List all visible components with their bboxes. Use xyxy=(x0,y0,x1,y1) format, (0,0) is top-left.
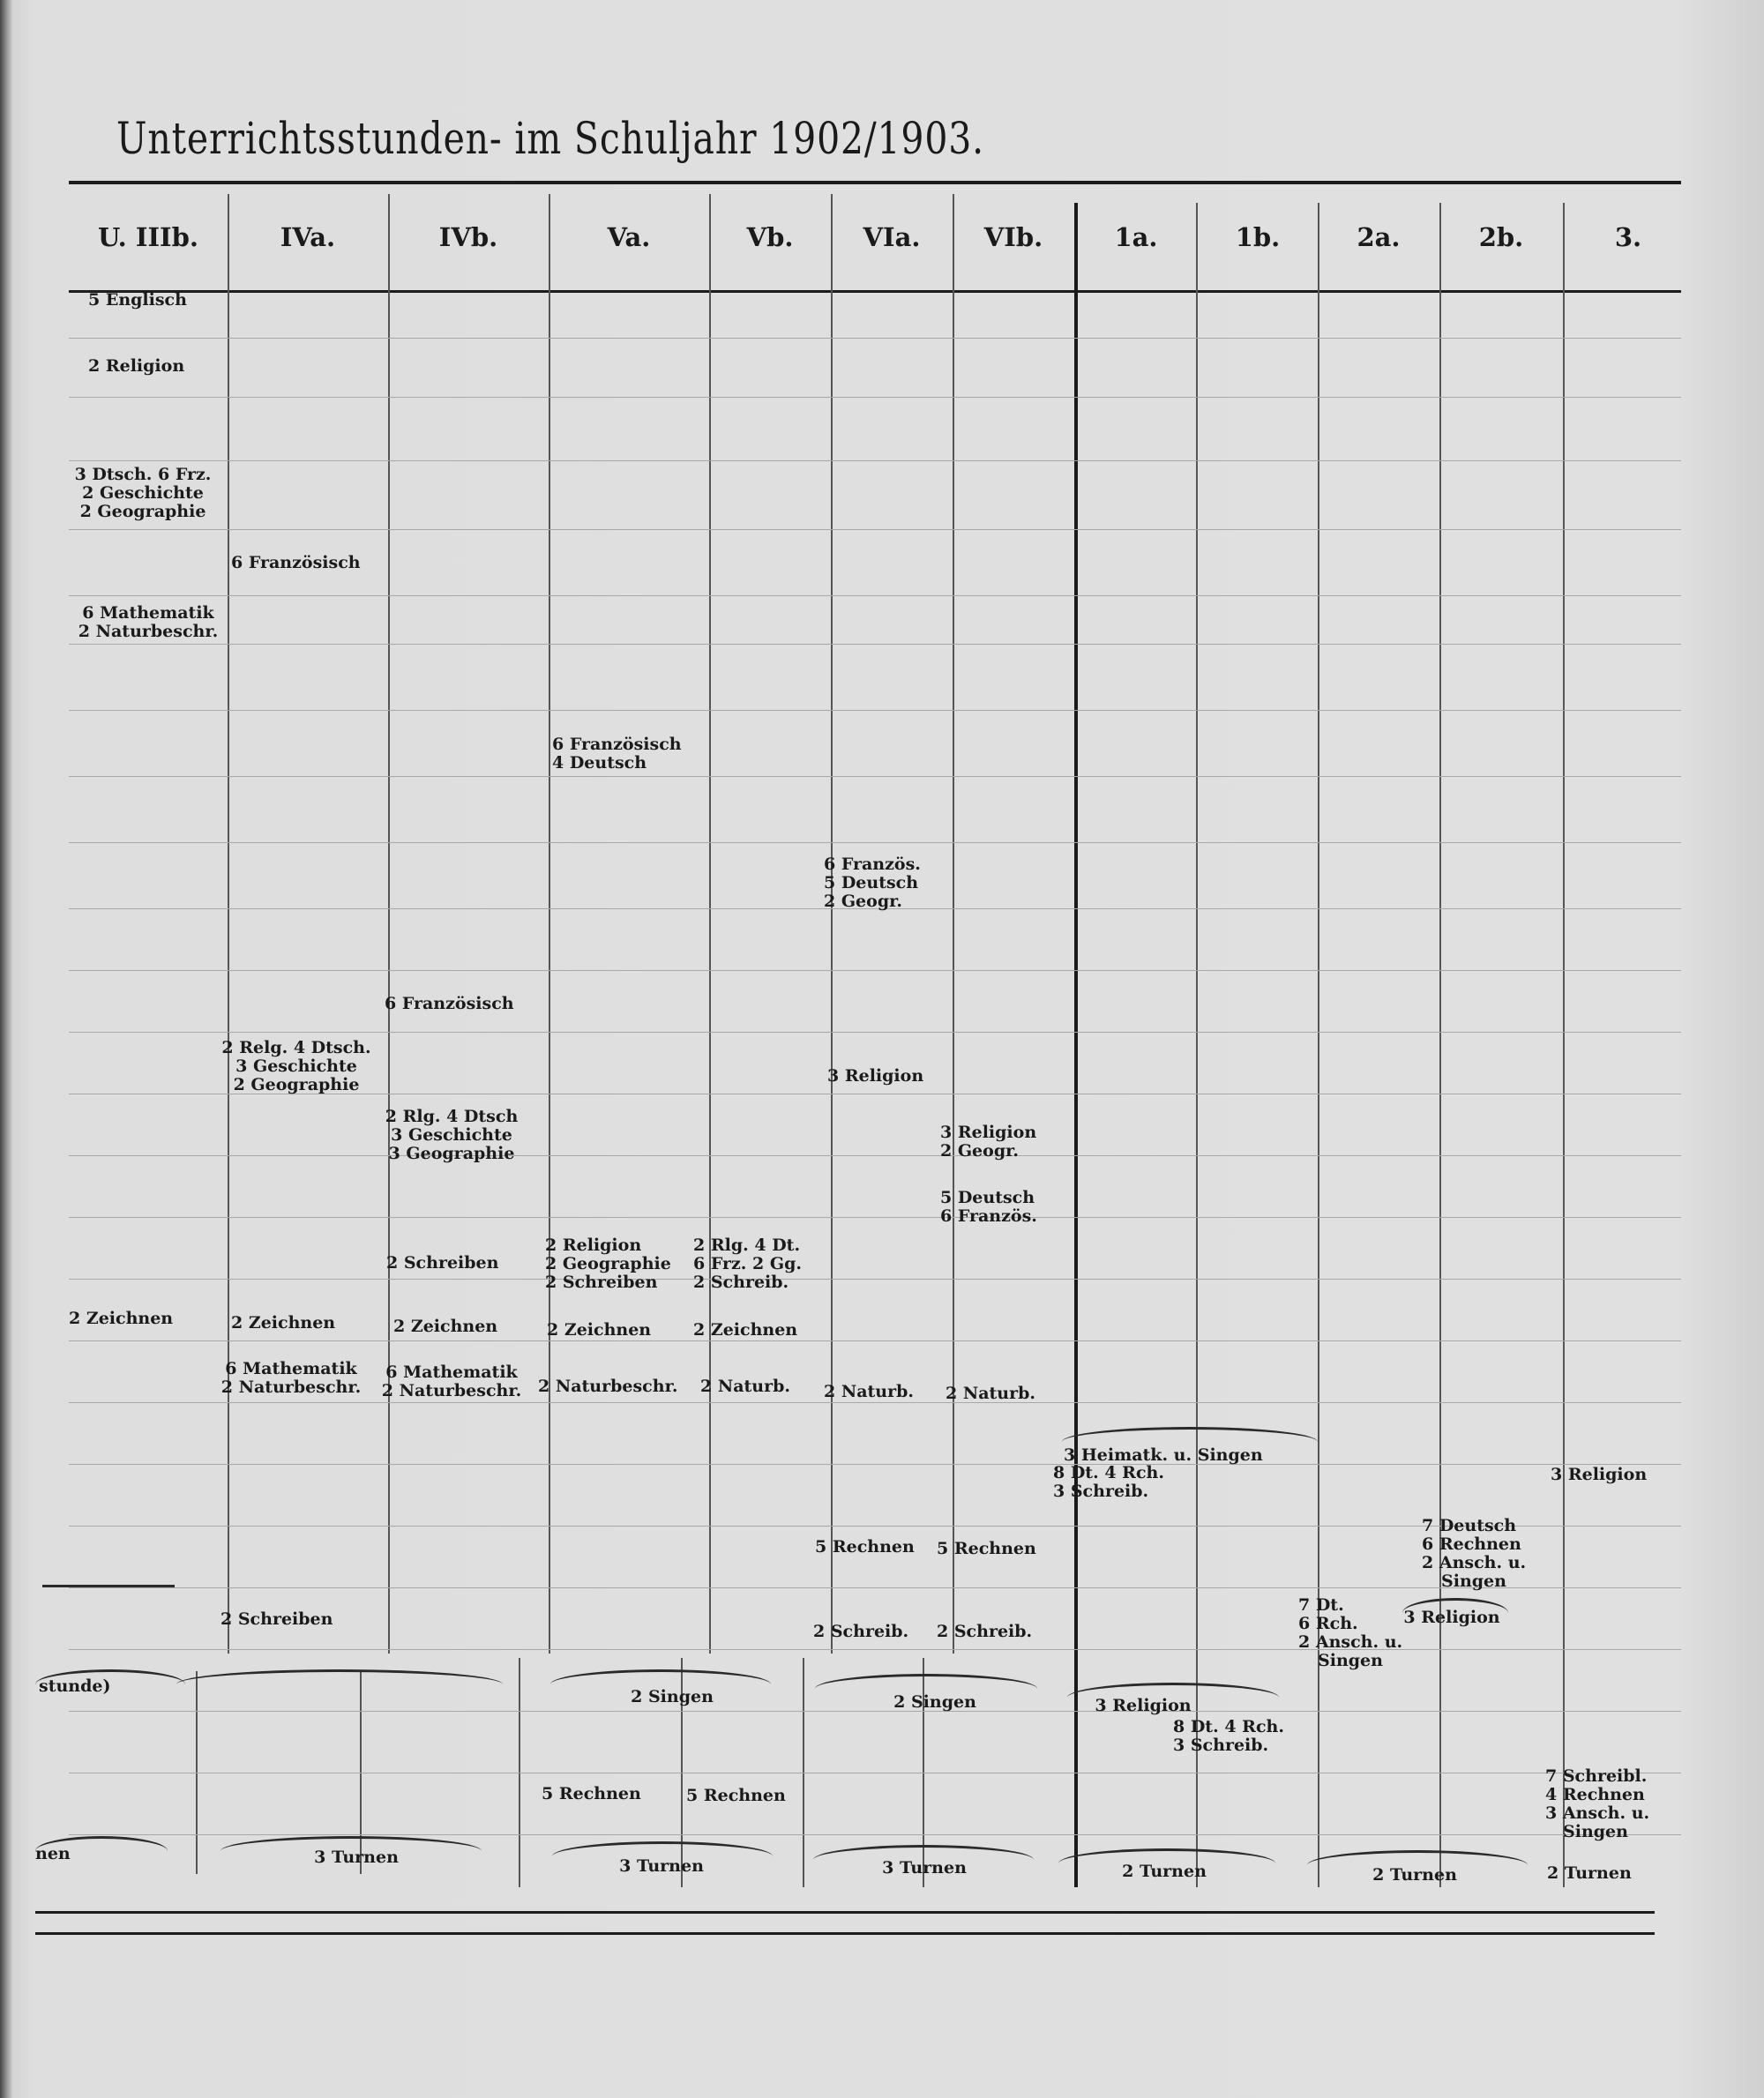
cell-line: 3 Geschichte xyxy=(235,1056,357,1076)
group-brace xyxy=(550,1669,771,1684)
cell-line: 3 Schreib. xyxy=(1053,1482,1149,1501)
cell-u-zeichnen xyxy=(69,1310,173,1328)
grid-row xyxy=(69,397,1681,398)
header-1b: 1b. xyxy=(1235,222,1281,252)
cell-line: 8 Dt. 4 Rch. xyxy=(1173,1717,1284,1736)
cell-vib-schreib xyxy=(937,1623,1032,1641)
cut-rule xyxy=(42,1585,175,1587)
cell-iva-zeichnen xyxy=(231,1314,335,1333)
column-divider xyxy=(953,194,954,1654)
cell-line: 3 Turnen xyxy=(619,1856,704,1876)
cell-1a-dt xyxy=(1053,1464,1164,1501)
column-divider-heavy xyxy=(1074,203,1078,1887)
cell-line: 6 Französisch xyxy=(552,735,682,754)
cell-line: 2 Geogr. xyxy=(824,892,902,911)
cell-line: 3 Geographie xyxy=(388,1144,515,1163)
cell-line: 2 Ansch. u. xyxy=(1422,1553,1527,1572)
group-brace xyxy=(1062,1427,1318,1442)
cell-iva-franz xyxy=(231,554,361,572)
cell-line: 2 Geographie xyxy=(545,1254,671,1273)
cell-line: 5 Englisch xyxy=(88,290,187,310)
group-brace xyxy=(815,1674,1037,1689)
cell-line: 3 Religion xyxy=(827,1066,924,1086)
cell-line: 6 Frz. 2 Gg. xyxy=(693,1254,802,1273)
cell-v-singen xyxy=(631,1688,714,1706)
column-divider xyxy=(388,194,390,1654)
cell-ivb-zeichnen xyxy=(393,1318,497,1336)
cell-3-religion xyxy=(1551,1466,1647,1484)
grid-row xyxy=(69,1340,1681,1341)
cell-line: 2 Religion xyxy=(88,356,185,376)
cell-line: 2 Schreib. xyxy=(937,1622,1033,1641)
cell-u-stunde xyxy=(39,1677,110,1696)
cell-line: 2 Singen xyxy=(893,1692,976,1712)
cell-vi-singen xyxy=(893,1693,976,1712)
cell-line: 5 Rechnen xyxy=(937,1539,1036,1558)
cell-via-franz xyxy=(824,855,921,911)
column-divider xyxy=(1439,203,1441,1887)
cell-va-rechnen xyxy=(542,1785,641,1803)
cell-line: 2 Geogr. xyxy=(940,1141,1019,1161)
cell-line: 6 Rechnen xyxy=(1422,1534,1521,1554)
cell-2b-deutsch xyxy=(1422,1517,1526,1591)
header-iva: IVa. xyxy=(280,222,336,252)
cell-line: 3 Schreib. xyxy=(1173,1736,1269,1755)
cell-line: 7 Deutsch xyxy=(1422,1516,1517,1535)
grid-row xyxy=(69,776,1681,777)
cell-line: 3 Turnen xyxy=(314,1848,399,1867)
cell-line: 2 Zeichnen xyxy=(393,1317,498,1336)
grid-row xyxy=(69,1279,1681,1280)
cell-via-schreib xyxy=(813,1623,908,1641)
column-divider xyxy=(709,194,711,1654)
cell-line: 3 Religion xyxy=(1551,1465,1648,1484)
grid-row xyxy=(69,595,1681,596)
cell-ivb-mathe xyxy=(382,1363,521,1400)
column-divider xyxy=(228,194,229,1654)
grid-row xyxy=(69,1155,1681,1156)
cell-va-franz xyxy=(552,735,682,773)
cell-line: 5 Deutsch xyxy=(824,873,919,892)
cell-line: 3 Geschichte xyxy=(391,1125,512,1145)
cell-line: 5 Rechnen xyxy=(815,1537,915,1557)
cell-vb-rlg xyxy=(693,1236,802,1292)
cell-line: 2 Geographie xyxy=(79,502,206,521)
cell-vib-rechnen xyxy=(937,1540,1036,1558)
cell-line: 2 Naturb. xyxy=(700,1377,791,1396)
cell-va-natur xyxy=(538,1378,677,1396)
cell-line: 2 Naturb. xyxy=(946,1384,1036,1403)
cell-ivb-franz xyxy=(385,995,514,1013)
cell-line: 2 Schreiben xyxy=(220,1609,333,1629)
grid-row xyxy=(69,710,1681,711)
header-3: 3. xyxy=(1614,222,1642,252)
cell-line: 2 Schreib. xyxy=(813,1622,909,1641)
grid-row xyxy=(69,842,1681,843)
header-1a: 1a. xyxy=(1114,222,1158,252)
cell-line: 3 Religion xyxy=(1403,1608,1500,1627)
grid-row xyxy=(69,529,1681,530)
cell-line: 6 Französisch xyxy=(385,994,514,1013)
rule-bottom-1 xyxy=(35,1911,1655,1914)
column-divider xyxy=(831,194,833,1654)
cell-3-turnen xyxy=(1547,1864,1632,1883)
cell-line: 7 Dt. xyxy=(1298,1595,1344,1615)
cell-line: 2 Rlg. 4 Dt. xyxy=(693,1236,801,1255)
cell-u-dtsch xyxy=(75,466,212,521)
cell-line: 8 Dt. 4 Rch. xyxy=(1053,1463,1164,1482)
cell-vb-zeichnen xyxy=(693,1321,797,1340)
cell-line: 3 Religion xyxy=(1095,1696,1192,1715)
group-brace xyxy=(176,1669,503,1684)
column-divider xyxy=(1196,203,1198,1887)
cell-u-mathe xyxy=(78,604,218,641)
cell-v-turnen xyxy=(619,1857,704,1876)
scan-edge xyxy=(0,0,12,2098)
cell-line: 2 Singen xyxy=(631,1687,714,1706)
cell-1-religion xyxy=(1095,1697,1191,1715)
header-ivb: IVb. xyxy=(438,222,498,252)
cell-2a-dt xyxy=(1298,1596,1402,1670)
cell-line: 2 Religion xyxy=(545,1236,642,1255)
cell-line: 7 Schreibl. xyxy=(1545,1766,1648,1786)
cell-line: 6 Rch. xyxy=(1298,1614,1358,1633)
cell-line: nen xyxy=(35,1844,71,1863)
cell-line: 2 Schreiben xyxy=(386,1253,499,1273)
cell-vi-turnen xyxy=(882,1859,967,1878)
grid-row xyxy=(69,1402,1681,1403)
cell-line: Singen xyxy=(1318,1651,1383,1670)
cell-iva-schreiben xyxy=(220,1610,333,1629)
cell-va-religion xyxy=(545,1236,671,1292)
cell-vib-natur xyxy=(946,1385,1035,1403)
cell-line: 2 Turnen xyxy=(1372,1865,1457,1885)
cell-1a-heimat xyxy=(1064,1446,1263,1465)
cell-iv-turnen xyxy=(314,1848,399,1867)
cell-line: 2 Rlg. 4 Dtsch xyxy=(385,1107,519,1126)
cell-line: 3 Heimatk. u. Singen xyxy=(1064,1445,1263,1465)
cell-line: Singen xyxy=(1441,1572,1506,1591)
grid-row xyxy=(69,1032,1681,1033)
cell-line: stunde) xyxy=(39,1676,111,1696)
cell-line: 2 Naturbeschr. xyxy=(220,1378,362,1397)
grid-row xyxy=(69,460,1681,461)
cell-u-englisch xyxy=(88,291,187,310)
grid-row xyxy=(69,1834,1681,1835)
header-va: Va. xyxy=(607,222,651,252)
cell-line: 2 Zeichnen xyxy=(693,1320,798,1340)
group-brace xyxy=(552,1841,773,1856)
cell-line: Singen xyxy=(1563,1822,1628,1841)
cell-line: 5 Deutsch xyxy=(940,1188,1035,1207)
cell-va-zeichnen xyxy=(547,1321,651,1340)
cell-line: 2 Naturbeschr. xyxy=(78,622,219,641)
header-via: VIa. xyxy=(863,222,921,252)
cell-via-religion xyxy=(827,1067,923,1086)
cell-line: 5 Rechnen xyxy=(686,1786,786,1805)
rule-top xyxy=(69,181,1681,184)
cell-vib-deutsch xyxy=(940,1189,1037,1226)
cell-iva-relg xyxy=(221,1039,370,1094)
grid-row xyxy=(69,1711,1681,1712)
grid-row xyxy=(69,1217,1681,1218)
cell-line: 2 Schreib. xyxy=(693,1273,789,1292)
cell-vib-religion xyxy=(940,1124,1036,1161)
cell-line: 5 Rechnen xyxy=(542,1784,641,1803)
cell-3-schreibl xyxy=(1545,1767,1649,1841)
cell-line: 4 Rechnen xyxy=(1545,1785,1645,1804)
column-divider xyxy=(1563,203,1565,1887)
cell-line: 3 Ansch. u. xyxy=(1545,1803,1650,1823)
cell-2-turnen xyxy=(1372,1866,1457,1885)
header-2a: 2a. xyxy=(1357,222,1401,252)
header-vib: VIb. xyxy=(983,222,1043,252)
cell-line: 2 Naturbeschr. xyxy=(538,1377,678,1396)
cell-line: 6 Mathematik xyxy=(225,1359,357,1378)
cell-u-turnen xyxy=(35,1845,71,1863)
group-brace xyxy=(1307,1850,1528,1865)
grid-row xyxy=(69,338,1681,339)
grid-row xyxy=(69,1649,1681,1650)
cell-line: 3 Religion xyxy=(940,1123,1037,1142)
header-vb: Vb. xyxy=(746,222,794,252)
rule-bottom-2 xyxy=(35,1932,1655,1935)
cell-1b-dt xyxy=(1173,1718,1284,1755)
cell-u-religion xyxy=(88,357,184,376)
cell-via-rechnen xyxy=(815,1538,915,1557)
header-u-iiib: U. IIIb. xyxy=(98,222,198,252)
grid-row xyxy=(69,1464,1681,1465)
cell-line: 2 Zeichnen xyxy=(69,1309,174,1328)
cell-line: 2 Zeichnen xyxy=(547,1320,652,1340)
cell-ivb-schreiben xyxy=(386,1254,498,1273)
cell-line: 2 Relg. 4 Dtsch. xyxy=(221,1038,371,1057)
cell-iva-mathe xyxy=(221,1360,361,1397)
cell-line: 3 Dtsch. 6 Frz. xyxy=(74,465,212,484)
cell-line: 6 Französisch xyxy=(231,553,361,572)
cell-line: 2 Geographie xyxy=(233,1075,360,1094)
cell-vb-natur xyxy=(700,1378,790,1396)
column-divider xyxy=(549,194,550,1654)
grid-row xyxy=(69,970,1681,971)
cell-line: 2 Turnen xyxy=(1122,1862,1207,1881)
cell-line: 2 Ansch. u. xyxy=(1298,1632,1403,1652)
cell-vb-rechnen xyxy=(686,1787,786,1805)
header-2b: 2b. xyxy=(1478,222,1524,252)
cell-line: 2 Geschichte xyxy=(82,483,204,503)
cell-line: 6 Mathematik xyxy=(385,1363,518,1382)
cell-line: 6 Französ. xyxy=(940,1206,1037,1226)
cell-line: 4 Deutsch xyxy=(552,753,647,773)
cell-line: 2 Naturbeschr. xyxy=(381,1381,522,1400)
cell-line: 6 Französ. xyxy=(824,855,921,874)
grid-row xyxy=(69,644,1681,645)
cell-line: 2 Naturb. xyxy=(824,1382,915,1401)
cell-line: 2 Turnen xyxy=(1547,1863,1632,1883)
cell-via-natur xyxy=(824,1383,914,1401)
page-title: Unterrichtsstunden- im Schuljahr 1902/1903. xyxy=(116,113,985,164)
cell-line: 2 Schreiben xyxy=(545,1273,658,1292)
cell-ivb-rlg xyxy=(385,1108,519,1163)
cell-line: 3 Turnen xyxy=(882,1858,967,1878)
cell-1-turnen xyxy=(1122,1863,1207,1881)
cell-line: 6 Mathematik xyxy=(82,603,214,623)
cell-2-religion xyxy=(1403,1609,1499,1627)
cell-line: 2 Zeichnen xyxy=(231,1313,336,1333)
